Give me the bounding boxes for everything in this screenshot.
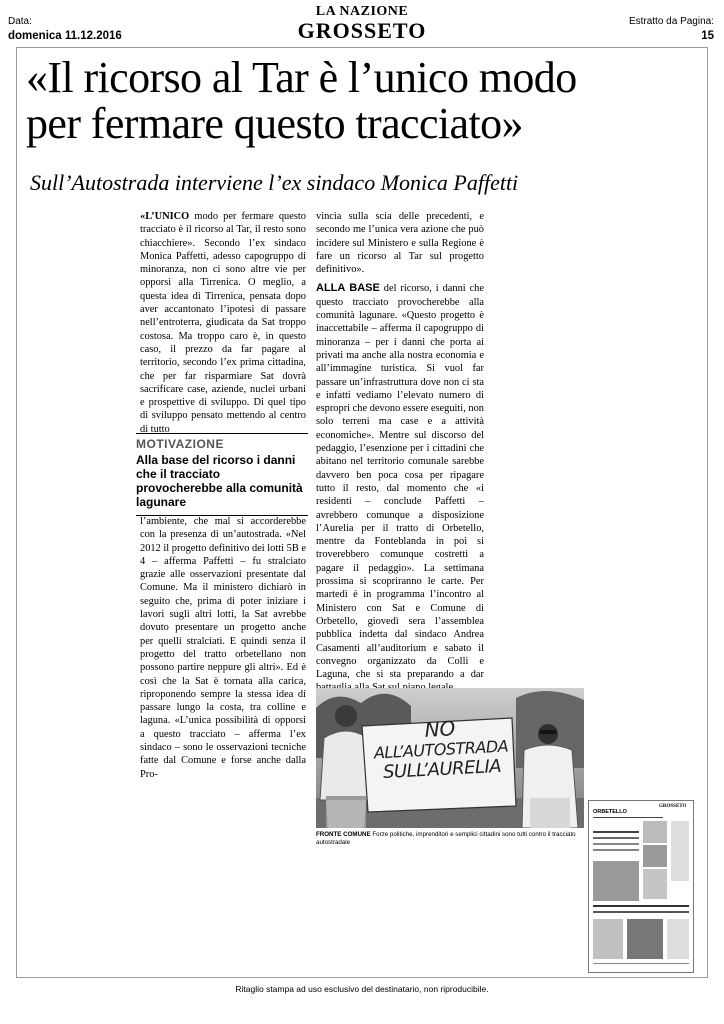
banner-line-1: NO	[423, 716, 456, 742]
lead-word: «L’UNICO	[140, 211, 190, 222]
caption-lead: FRONTE COMUNE	[316, 831, 371, 838]
page-thumbnail	[588, 800, 694, 973]
pull-quote-text: Alla base del ricorso i danni che il tracciato provocherebbe alla comunità lagunare	[136, 453, 303, 509]
paragraph-text: modo per fermare questo tracciato è il ricorso al Tar, il resto sono chiacchiere». Secondo l’ex sindaco Monica Paffetti, adesso capogruppo di minoranza, non ci sono altre vie per opporsi alla Tirrenica. O meglio, a questa idea di Tirrenica, pensata dopo aver accantonato l’ipotesi di passare nell’entroterra, giudicata da Sat troppo costosa. Ma troppo caro è, in questo caso, il prezzo da far pagare al territorio, secondo l’ex prima cittadina, che per far risparmiare Sat dovrà sacrificare case, aziende, nuclei urbani e prospettive di sviluppo. Di quel tipo di sviluppo pensato mettendo al centro di tutto	[140, 211, 306, 435]
masthead-bottom: GROSSETO	[297, 18, 427, 43]
caption-text: Forze politiche, imprenditori e semplici cittadini sono tutti contro il tracciato autostradale	[316, 831, 576, 846]
pull-quote-box	[136, 433, 308, 516]
masthead-top: LA NAZIONE	[315, 4, 409, 19]
article-column-1-top	[140, 210, 306, 436]
article-column-1-bottom	[140, 515, 306, 781]
banner-line-3: SULL’AURELIA	[382, 755, 502, 784]
date-label: Data:	[8, 16, 32, 27]
masthead	[0, 4, 724, 43]
article-title	[26, 55, 696, 147]
paragraph-text: l’ambiente, che mal si accorderebbe con la presenza di un’autostrada. «Nel 2012 il progetto definitivo dei lotti 5B e 4 – afferma Paffetti – fu stralciato grazie alle osservazioni presentate dal Comune. Ma il ministero dichiarò in seguito che, prima di poter iniziare i lavori sugli altri lotti, la Sat avrebbe dovuto presentare un progetto anche per quelli stralciati. E quindi senza il progetto del tratto orbetellano non possono partire neppure gli altri». Ed è così che la Sat è tornata alla carica, riproponendo sempre la stessa idea di passare lungo la costa, tra colline e laguna. «L’unica possibilità di opporsi a questo tracciato – afferma l’ex sindaco – sono le osservazioni tecniche fatte dal Comune e forse anche dalla Pro-	[140, 516, 306, 780]
article-title-line2: per fermare questo tracciato»	[26, 99, 523, 148]
article-column-2	[316, 210, 484, 712]
extract-label: Estratto da Pagina:	[628, 16, 714, 27]
banner-text	[364, 714, 517, 785]
protest-photo	[316, 688, 584, 828]
date-value: domenica 11.12.2016	[8, 30, 122, 42]
article-title-line1: «Il ricorso al Tar è l’unico modo	[26, 53, 577, 102]
article-subtitle: Sull’Autostrada interviene l’ex sindaco Monica Paffetti	[30, 170, 519, 195]
page-number: 15	[701, 30, 714, 42]
page-thumbnail-image	[589, 801, 693, 972]
banner-line-2: ALL’AUTOSTRADA	[373, 736, 509, 763]
thumb-masthead: GROSSETO	[659, 804, 687, 809]
lead-word: ALLA BASE	[316, 282, 380, 295]
article-paragraph	[140, 210, 306, 436]
thumb-section: ORBETELLO	[593, 809, 627, 815]
footer-notice: Ritaglio stampa ad uso esclusivo del destinatario, non riproducibile.	[235, 984, 489, 994]
paragraph-text: vincia sulla scia delle precedenti, e secondo me l’unica vera azione che può incidere sul Ministero e sulla Regione è fare un ricorso al Tar sul progetto definitivo».	[316, 211, 484, 276]
paragraph-text: del ricorso, i danni che questo tracciato provocherebbe alla comunità lagunare. «Questo progetto è inaccettabile – afferma il capogruppo di minoranza – per i danni che porta ai privati ma anche alla nostra economia e all’immagine turistica. Si vuol far passare un’infrastruttura dove non ci sta e infatti vediamo l’elevato numero di espropri che devono essere eseguiti, non solo terreni ma case e a attività economiche». Mentre sul discorso del pedaggio, l’esenzione per i cittadini che abitano nel territorio comunale sarebbe davvero ben poca cosa per ripagare tutto il resto, dal momento che «i residenti – conclude Paffetti – avrebbero comunque a disposizione l’Aurelia per il tratto di Orbetello, mentre da Fonteblanda in poi si troverebbero comunque costretti a pagare il pedaggio». La settimana prossima si scopriranno le carte. Per martedì è in programma l’incontro al Ministero con Sat e Comune di Orbetello, giovedì sera l’assemblea pubblica indetta dal sindaco Andrea Casamenti all’auditorium e sabato il convegno organizzato da Colli e Laguna, che si sta preparando a dar	[316, 283, 484, 681]
article-paragraph	[316, 282, 484, 694]
photo-caption	[316, 831, 586, 847]
pull-quote-label: MOTIVAZIONE	[136, 437, 224, 451]
